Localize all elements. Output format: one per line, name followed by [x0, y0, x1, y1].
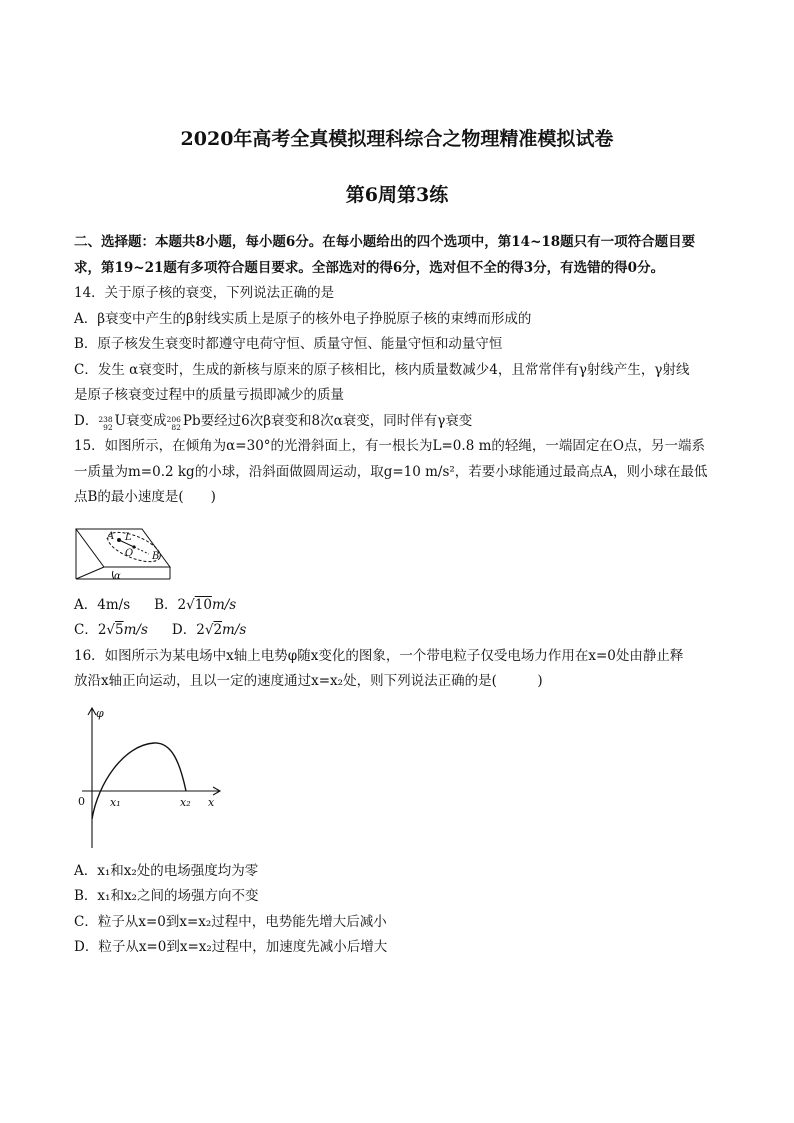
q15-option-b-unit: m/s: [211, 596, 237, 613]
label-x1: x₁: [110, 795, 121, 809]
q15-option-a: A．4m/s: [74, 596, 131, 613]
q15-option-b-radicand: 10: [194, 596, 212, 613]
q14-d-prefix: D．: [74, 412, 99, 429]
uranium-mass-number: 238: [98, 414, 113, 424]
lead-mass-number: 206: [166, 414, 181, 424]
q15-option-b-prefix: B．2: [154, 596, 187, 613]
q16-option-a: A．x₁和x₂处的电场强度均为零: [74, 862, 259, 879]
q14-stem: 14．关于原子核的衰变，下列说法正确的是: [74, 285, 335, 301]
q15-stem-line3: 点B的最小速度是( ): [74, 489, 216, 505]
section-instructions-line1: 二、选择题：本题共8小题，每小题6分。在每小题给出的四个选项中，第14~18题只有一项符合题目要: [74, 234, 696, 250]
q14-option-b: B．原子核发生衰变时都遵守电荷守恒、质量守恒、能量守恒和动量守恒: [74, 336, 503, 352]
incline-slope-edge: [76, 567, 104, 579]
uranium-symbol: U: [114, 412, 127, 429]
q14-option-d: [74, 409, 722, 435]
ball-a: [117, 538, 121, 542]
label-o: O: [125, 547, 134, 559]
lead-atomic-number: 82: [171, 422, 181, 432]
q15-option-c-unit: m/s: [123, 622, 148, 638]
q15-stem-line1: 15．如图所示，在倾角为α=30°的光滑斜面上，有一根长为L=0.8 m的轻绳，一端固定在O点，另一端系: [74, 438, 705, 454]
q16-stem-line2: 放沿x轴正向运动，且以一定的速度通过x=x₂处，则下列说法正确的是( ): [74, 673, 543, 689]
q14-option-a: A．β衰变中产生的β射线实质上是原子的核外电子挣脱原子核的束缚而形成的: [74, 310, 532, 327]
incline-circle-figure: [74, 517, 174, 591]
q15-option-c-radicand: 5: [115, 622, 124, 638]
label-alpha: α: [114, 570, 121, 582]
q14-option-c-line1: C．发生 α衰变时，生成的新核与原来的原子核相比，核内质量数减少4，且常常伴有γ射线产生，γ射线: [74, 361, 690, 378]
q15-stem-line2: 一质量为m=0.2 kg的小球，沿斜面做圆周运动，取g=10 m/s²，若要小球能通过最高点A，则小球在最低: [74, 463, 708, 480]
q14-d-suffix: 要经过6次β衰变和8次α衰变，同时伴有γ衰变: [200, 412, 473, 429]
q14-option-c-line2: 是原子核衰变过程中的质量亏损即减少的质量: [74, 387, 344, 403]
q15-option-d-prefix: D．2: [171, 622, 205, 638]
q15-options-cd: C．2√5m/s D．2√2m/s: [74, 622, 247, 638]
q14-d-mid: 衰变成: [126, 412, 167, 429]
exam-content: [74, 230, 722, 961]
label-x2: x₂: [180, 795, 191, 809]
lead-symbol: Pb: [182, 412, 201, 429]
q15-options-ab: A．4m/s B．2√10m/s: [74, 596, 237, 613]
q16-option-c: C．粒子从x=0到x=x₂过程中，电势能先增大后减小: [74, 913, 387, 930]
uranium-isotope-numbers: [98, 416, 112, 432]
uranium-atomic-number: 92: [103, 422, 113, 432]
lead-isotope-numbers: [167, 416, 181, 432]
section-instructions-line2: 求，第19~21题有多项符合题目要求。全部选对的得6分，选对但不全的得3分，有选错的得0分。: [74, 259, 665, 276]
label-x: x: [208, 795, 215, 809]
label-b: B: [152, 550, 160, 562]
label-origin: 0: [78, 794, 85, 808]
q15-option-c-prefix: C．2: [74, 622, 107, 638]
q16-option-d: D．粒子从x=0到x=x₂过程中，加速度先减小后增大: [74, 939, 388, 955]
diameter-line: [134, 547, 149, 554]
potential-curve: [92, 742, 186, 818]
q15-option-d-unit: m/s: [222, 622, 247, 638]
label-phi: φ: [96, 706, 104, 720]
q15-option-d-radicand: 2: [213, 622, 223, 638]
label-l: L: [125, 531, 132, 543]
q16-stem-line1: 16．如图所示为某电场中x轴上电势φ随x变化的图象，一个带电粒子仅受电场力作用在x=0处由静止释: [74, 647, 684, 664]
q16-option-b: B．x₁和x₂之间的场强方向不变: [74, 888, 259, 904]
potential-graph: [74, 703, 224, 855]
page-subtitle: 第6周第3练: [345, 184, 449, 206]
page-title: 2020年高考全真模拟理科综合之物理精准模拟试卷: [180, 128, 614, 150]
label-a: A: [107, 530, 115, 542]
